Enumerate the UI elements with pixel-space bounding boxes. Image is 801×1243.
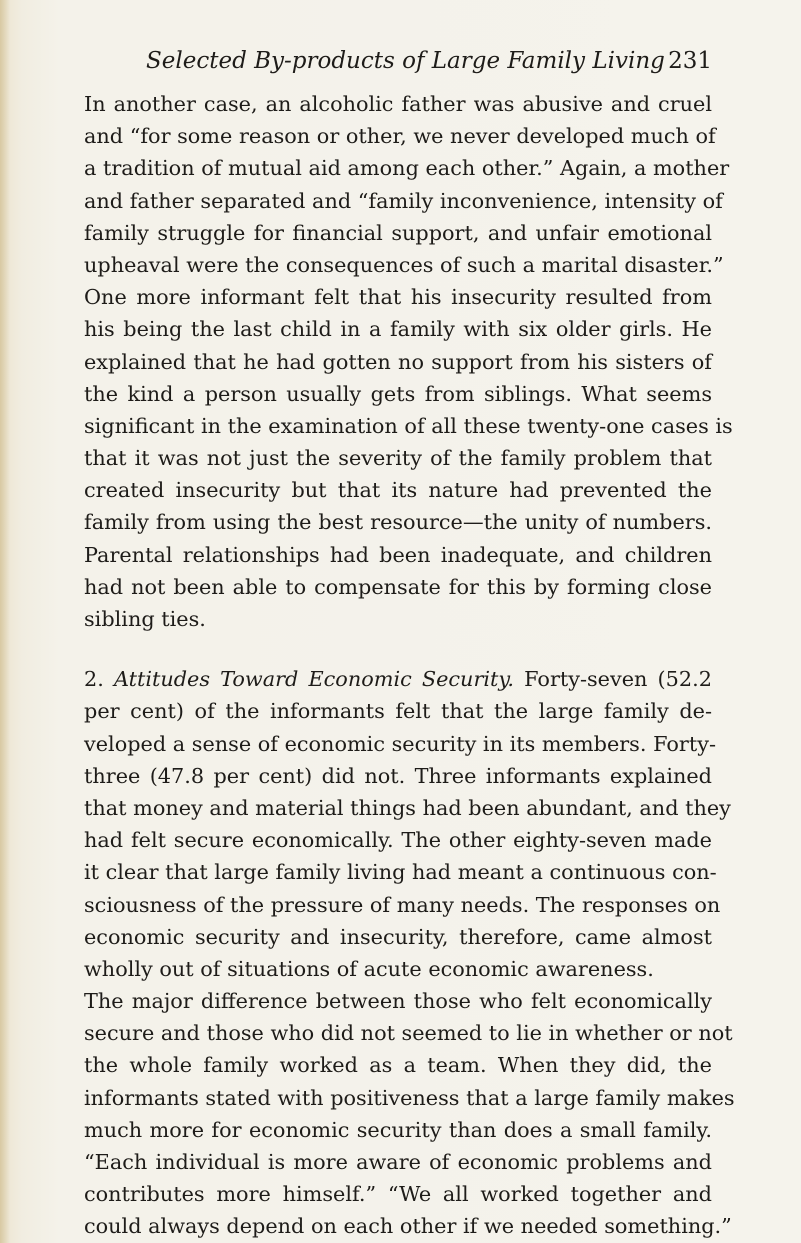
text-line: and father separated and “family inconvenience, intensity of	[84, 188, 723, 213]
section-heading-line	[84, 663, 712, 695]
text-line: family from using the best resource—the unity of numbers.	[84, 510, 712, 535]
text-line: had not been able to compensate for this by forming close	[84, 574, 712, 599]
running-head	[146, 44, 712, 78]
text-line: significant in the examination of all these twenty-one cases is	[84, 413, 733, 438]
text-line: created insecurity but that its nature had prevented the	[84, 478, 712, 503]
text-line: that it was not just the severity of the family problem that	[84, 446, 712, 471]
text-line: Parental relationships had been inadequate, and children	[84, 542, 712, 567]
page-number: 231	[668, 48, 712, 74]
text-line: the whole family worked as a team. When they did, the	[84, 1053, 712, 1078]
text-line: In another case, an alcoholic father was abusive and cruel	[84, 92, 712, 116]
text-line: that money and material things had been abundant, and they	[84, 795, 731, 820]
text-line: explained that he had gotten no support from his sisters of	[84, 349, 712, 374]
text-line: per cent) of the informants felt that the large family de-	[84, 699, 712, 724]
text-line: a tradition of mutual aid among each other.” Again, a mother	[84, 156, 730, 181]
paragraph-gap	[84, 635, 712, 663]
text-line: sibling ties.	[84, 607, 206, 631]
paragraph	[84, 663, 731, 985]
text-line: had felt secure economically. The other eighty-seven made	[84, 828, 712, 853]
text-line: much more for economic security than does a small family.	[84, 1117, 712, 1142]
text-line: The major difference between those who felt economically	[84, 989, 712, 1014]
text-line: upheaval were the consequences of such a marital disaster.”	[84, 252, 724, 277]
heading-line-rest: Forty-seven (52.2	[524, 667, 712, 692]
section-title: Attitudes Toward Economic Security.	[113, 667, 515, 692]
text-line: veloped a sense of economic security in its members. Forty-	[84, 731, 716, 756]
section-number: 2.	[84, 667, 104, 692]
text-line: wholly out of situations of acute economic awareness.	[84, 956, 654, 981]
text-line: the kind a person usually gets from siblings. What seems	[84, 381, 712, 406]
running-title: Selected By-products of Large Family Living	[146, 48, 665, 74]
paragraph	[84, 985, 735, 1243]
body-text	[84, 88, 735, 1243]
text-line: secure and those who did not seemed to lie in whether or not	[84, 1021, 733, 1046]
text-line: family struggle for financial support, and unfair emotional	[84, 220, 712, 245]
page-spine-shadow	[0, 0, 10, 1243]
text-line: it clear that large family living had meant a continuous con-	[84, 860, 717, 885]
text-line: and “for some reason or other, we never developed much of	[84, 124, 716, 149]
text-line: his being the last child in a family with six older girls. He	[84, 317, 712, 342]
text-line: One more informant felt that his insecurity resulted from	[84, 285, 712, 310]
text-line: economic security and insecurity, therefore, came almost	[84, 924, 712, 949]
text-line: could always depend on each other if we needed something.”	[84, 1214, 732, 1239]
text-line: contributes more himself.” “We all worked together and	[84, 1182, 712, 1207]
text-line: three (47.8 per cent) did not. Three informants explained	[84, 763, 712, 788]
paragraph	[84, 88, 733, 635]
text-line: “Each individual is more aware of economic problems and	[84, 1150, 712, 1174]
text-line: sciousness of the pressure of many needs. The responses on	[84, 892, 721, 917]
text-line: informants stated with positiveness that a large family makes	[84, 1085, 735, 1110]
